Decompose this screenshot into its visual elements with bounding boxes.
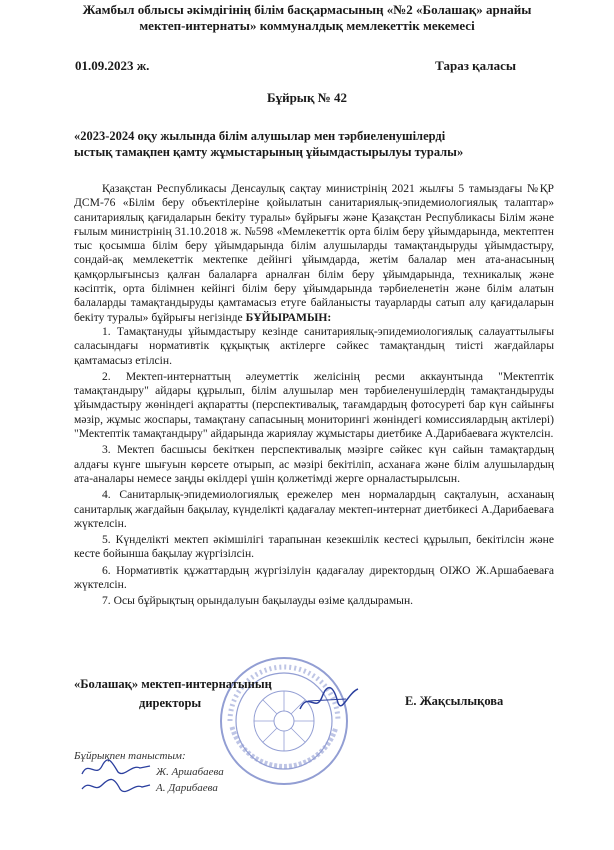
order-item: 1. Тамақтануды ұйымдастыру кезінде санитариялық-эпидемиологиялық салауаттылығы саласындағы нормативтік құқықтық актілерге сәйкес тамақтандың тиісті жағдайлары қамтамасыз етілсін.	[74, 324, 554, 367]
ack-person: Ж. Аршабаева	[156, 766, 224, 778]
title-line-2: ыстық тамақпен қамту жұмыстарының ұйымдастырылуы туралы»	[74, 144, 464, 159]
order-item: 6. Нормативтік құжаттардың жүргізілуін қадағалау директордың ОІЖО Ж.Аршабаеваға жүктелсін.	[74, 563, 554, 592]
order-city: Тараз қаласы	[435, 58, 516, 73]
signature-org: «Болашақ» мектеп-интернатының	[74, 677, 272, 691]
header-line-1: Жамбыл облысы әкімдігінің білім басқармасының «№2 «Болашақ» арнайы	[82, 2, 532, 17]
intro-paragraph	[74, 182, 554, 325]
title-line-1: «2023-2024 оқу жылында білім алушылар мен тәрбиеленушілерді	[74, 129, 446, 143]
document-header	[40, 2, 574, 34]
order-item: 4. Санитарлық-эпидемиологиялық ережелер мен нормалардың сақталуын, асханаың санитарлық жағдайын бақылау, күнделікті қадағалау мектеп-интернат диетбикесі А.Дарибаеваға жүктелсін.	[74, 488, 554, 530]
ack-person: А. Дарибаева	[156, 782, 218, 794]
signature-name: Е. Жақсылықова	[405, 694, 504, 708]
order-item: 7. Осы бұйрықтың орындалуын бақылауды өзіме қалдырамын.	[102, 594, 414, 608]
order-item: 2. Мектеп-интернаттың әлеуметтік желісінің ресми аккаунтында "Мектептік тамақтандыру" айдары құрылып, білім алушылар мен тәрбиеленушілердің тамақтандыруды ұйымдастыру жөніндегі ақпаратты (перспективалық, тағамдардың фотосуреті бар күн сайынғы мәзір, жұмыс жоспары, тамақтану сапасының мониторингі жөніндегі комиссиялардың актілері) "Мектептік тамақтандыру" айдарында жариялау жұмыстары диетбике А.Дарибаеваға жүктелсін.	[74, 369, 554, 441]
order-body	[74, 182, 554, 609]
order-title	[74, 129, 554, 160]
ack-heading: Бұйрықпен таныстым:	[74, 750, 186, 762]
intro-text: Қазақстан Республикасы Денсаулық сақтау министрінің 2021 жылғы 5 тамыздағы №ҚР ДСМ-76 «Білім беру объектілеріне қойылатын санитариялық-эпидемиологиялық талаптар» санитариялық қағидаларын бекіту туралы» бұйрығы және Қазақстан Республикасы Білім және ғылым министрінің 31.10.2018 ж. №598 «Мемлекеттік орта білім беру ұйымдарында, мектептен тыс қосымша білім беру ұйымдарында білім алушыларды тамақтандыруды ұйымдастыру, сондай-ақ мемлекеттік мектепке дейінгі ұйымдарда, жетім балалар мен ата-анасының қамқорлығынсыз қалған балаларға арналған білім беру ұйымдарында, техникалық және кәсіптік, орта білімнен кейінгі білім беру ұйымдарында тәрбиеленетін және білім алатын балаларды тамақтандыруды қамтамасыз етуге байланысты тауарларды сатып алу қағидаларын бекіту туралы» бұйрығы негізінде	[74, 182, 554, 324]
order-date: 01.09.2023 ж.	[75, 58, 150, 73]
header-line-2: мектеп-интернаты» коммуналдық мемлекеттік мекемесі	[139, 18, 475, 33]
signature-role: директоры	[139, 696, 202, 710]
order-item: 5. Күнделікті мектеп әкімшілігі тарапынан кезекшілік кестесі құрылып, бекітілсін және кесте бойынша бақылау жүргізілсін.	[74, 533, 554, 561]
order-number: Бұйрық № 42	[266, 90, 348, 105]
director-signature-icon	[298, 683, 360, 717]
order-word: БҰЙЫРАМЫН:	[245, 310, 332, 324]
signature-block	[74, 675, 272, 713]
ack-signature-2-icon	[80, 775, 152, 797]
order-item: 3. Мектеп басшысы бекіткен перспективалық мәзірге сәйкес күн сайын тамақтардың алдағы күнге шығуын көрсете отырып, ас мәзірі бекітіліп, асханаға және білім алушылардың ата-аналары немесе заңды өкілдері үшін қолжетімді жерге орналастырылсын.	[74, 443, 554, 485]
